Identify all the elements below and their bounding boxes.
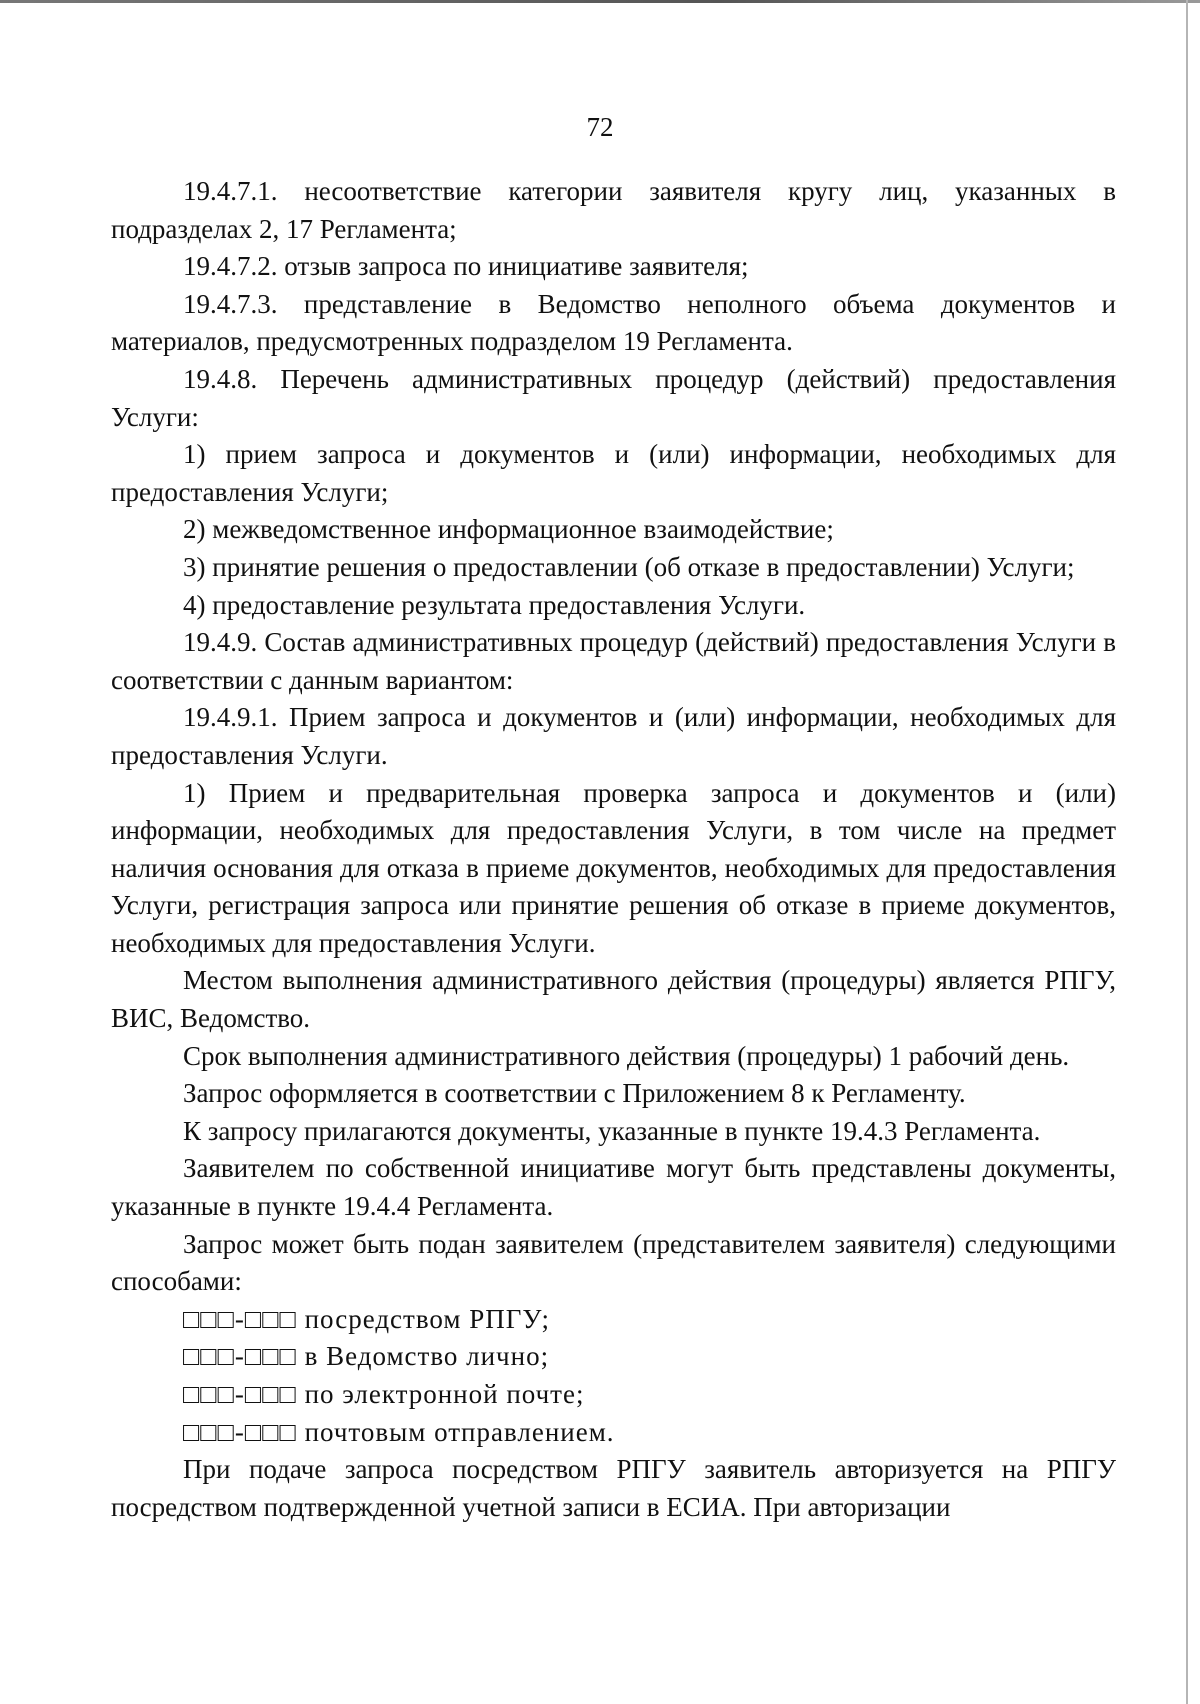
- paragraph: Местом выполнения административного действия (процедуры) является РПГУ, ВИС, Ведомство.: [111, 965, 1116, 1034]
- page-number: 72: [586, 112, 614, 142]
- paragraph: 19.4.7.2. отзыв запроса по инициативе заявителя;: [183, 251, 749, 282]
- paragraph: Срок выполнения административного действия (процедуры) 1 рабочий день.: [183, 1040, 1070, 1071]
- paragraph: При подаче запроса посредством РПГУ заявитель авторизуется на РПГУ посредством подтвержденной учетной записи в ЕСИА. При авторизации: [111, 1454, 1116, 1522]
- submission-method-item: □□□-□□□ посредством РПГУ;: [183, 1303, 550, 1334]
- document-body: [111, 173, 1116, 1526]
- list-item: 1) Прием и предварительная проверка запроса и документов и (или) информации, необходимых для предоставления Услуги, в том числе на предмет наличия основания для отказа в приеме документов, необходимых для предоставления Услуги, регистрация запроса или принятие решения об отказе в приеме документов, необходимых для предоставления Услуги.: [111, 777, 1116, 958]
- scan-top-edge: [0, 0, 1200, 3]
- list-item: 4) предоставление результата предоставления Услуги.: [183, 589, 806, 620]
- submission-method-item: □□□-□□□ по электронной почте;: [183, 1379, 585, 1409]
- submission-method-item: □□□-□□□ почтовым отправлением.: [183, 1416, 615, 1447]
- list-item: 3) принятие решения о предоставлении (об отказе в предоставлении) Услуги;: [183, 551, 1075, 582]
- paragraph: 19.4.7.1. несоответствие категории заявителя кругу лиц, указанных в подразделах 2, 17 Регламента;: [111, 176, 1116, 244]
- paragraph: К запросу прилагаются документы, указанные в пункте 19.4.3 Регламента.: [183, 1115, 1041, 1146]
- paragraph: Запрос может быть подан заявителем (представителем заявителя) следующими способами:: [111, 1228, 1116, 1297]
- submission-method-item: □□□-□□□ в Ведомство лично;: [183, 1341, 550, 1372]
- paragraph: Запрос оформляется в соответствии с Приложением 8 к Регламенту.: [183, 1078, 966, 1109]
- list-item: 1) прием запроса и документов и (или) информации, необходимых для предоставления Услуги;: [111, 439, 1116, 507]
- list-item: 2) межведомственное информационное взаимодействие;: [183, 514, 834, 545]
- paragraph: 19.4.7.3. представление в Ведомство неполного объема документов и материалов, предусмотренных подразделом 19 Регламента.: [111, 288, 1116, 357]
- paragraph: Заявителем по собственной инициативе могут быть представлены документы, указанные в пункте 19.4.4 Регламента.: [111, 1153, 1116, 1222]
- paragraph: 19.4.8. Перечень административных процедур (действий) предоставления Услуги:: [111, 363, 1116, 432]
- paragraph: 19.4.9. Состав административных процедур (действий) предоставления Услуги в соответствии с данным вариантом:: [111, 627, 1116, 695]
- scan-right-edge: [1186, 0, 1188, 1704]
- paragraph: 19.4.9.1. Прием запроса и документов и (или) информации, необходимых для предоставления Услуги.: [111, 702, 1116, 770]
